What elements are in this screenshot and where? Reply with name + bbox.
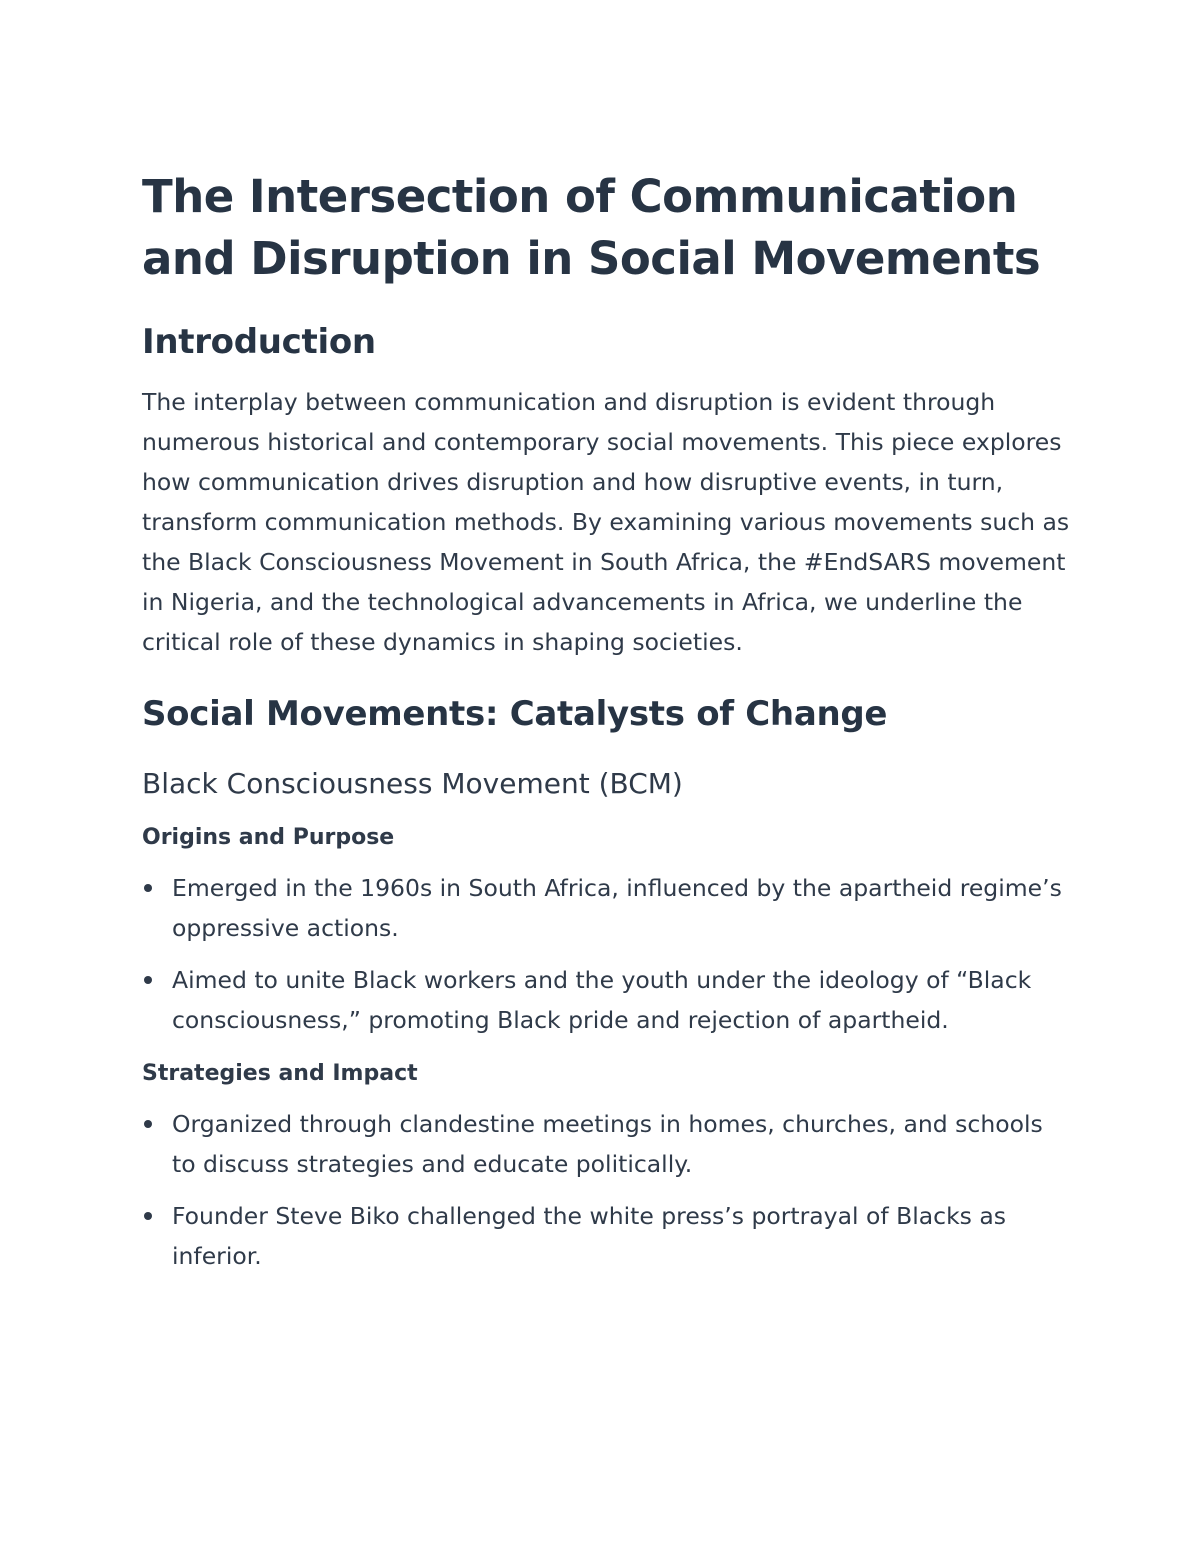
list-item: [142, 960, 1072, 1040]
bullet-icon: [144, 884, 152, 892]
bullet-icon: [144, 1120, 152, 1128]
bullet-icon: [144, 976, 152, 984]
subheading-bcm: Black Consciousness Movement (BCM): [142, 767, 683, 800]
document-page: [142, 166, 1072, 1276]
list-item-text: Aimed to unite Black workers and the youth under the ideology of “Black consciousness,” promoting Black pride and rejection of apartheid.: [172, 966, 1032, 1034]
section-heading-introduction: Introduction: [142, 322, 376, 362]
introduction-paragraph: The interplay between communication and disruption is evident through numerous historical and contemporary social movements. This piece explores how communication drives disruption and how disruptive events, in turn, transform communication methods. By examining various movements such as the Black Consciousness Movement in South Africa, the #EndSARS movement in Nigeria, and the technological advancements in Africa, we underline the critical role of these dynamics in shaping societies.: [142, 388, 1070, 656]
origins-list: [142, 868, 1072, 1040]
list-item: [142, 1104, 1072, 1184]
list-item: [142, 868, 1072, 948]
subsection-heading-origins: Origins and Purpose: [142, 825, 395, 850]
bullet-icon: [144, 1212, 152, 1220]
list-item-text: Organized through clandestine meetings in homes, churches, and schools to discuss strategies and educate politically.: [172, 1110, 1043, 1178]
document-title: The Intersection of Communication and Disruption in Social Movements: [142, 170, 1041, 285]
strategies-list: [142, 1104, 1072, 1276]
list-item-text: Founder Steve Biko challenged the white press’s portrayal of Blacks as inferior.: [172, 1202, 1007, 1270]
list-item-text: Emerged in the 1960s in South Africa, influenced by the apartheid regime’s oppressive actions.: [172, 874, 1062, 942]
list-item: [142, 1196, 1072, 1276]
section-heading-social-movements: Social Movements: Catalysts of Change: [142, 694, 888, 734]
subsection-heading-strategies: Strategies and Impact: [142, 1061, 418, 1086]
